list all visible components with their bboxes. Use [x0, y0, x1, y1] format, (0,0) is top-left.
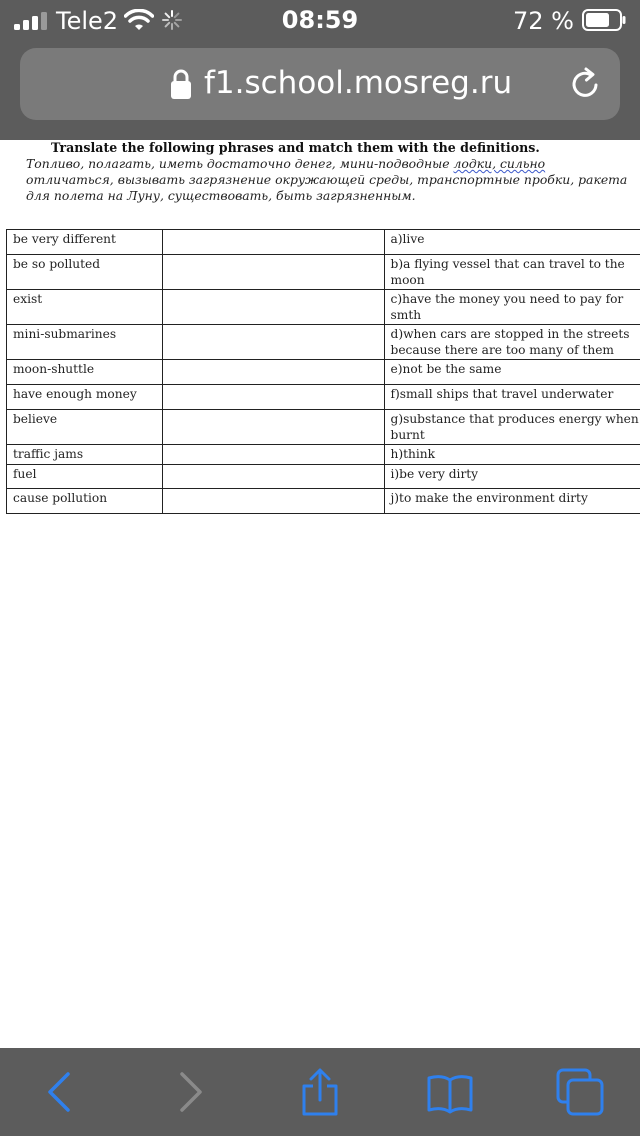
tabs-button[interactable]	[556, 1068, 604, 1116]
bookmarks-button[interactable]	[426, 1068, 474, 1116]
table-row	[7, 385, 640, 410]
translation-cell	[163, 230, 384, 255]
back-button[interactable]	[36, 1068, 84, 1116]
phrase-cell: exist	[7, 290, 163, 325]
clock: 08:59	[281, 6, 359, 34]
definition-cell: c)have the money you need to pay for smth	[384, 290, 640, 325]
definition-cell: d)when cars are stopped in the streets because there are too many of them	[384, 325, 640, 360]
phrase-cell: be very different	[7, 230, 163, 255]
table-row	[7, 410, 640, 445]
share-icon[interactable]	[296, 1068, 344, 1116]
url-text[interactable]: f1.school.mosreg.ru	[204, 65, 513, 101]
instruction-line: отличаться, вызывать загрязнение окружающей среды, транспортные пробки, ракета	[26, 172, 628, 187]
address-bar[interactable]	[20, 48, 620, 120]
translation-cell	[163, 360, 384, 385]
lock-icon	[170, 68, 192, 100]
forward-icon[interactable]	[166, 1068, 214, 1116]
table-row	[7, 255, 640, 290]
translation-cell	[163, 445, 384, 465]
battery-percentage: 72 %	[513, 7, 574, 35]
forward-button[interactable]	[166, 1068, 214, 1116]
translation-cell	[163, 290, 384, 325]
spellcheck-marked-text: лодки, сильно	[453, 156, 546, 171]
carrier-name: Tele2	[56, 7, 119, 35]
translation-cell	[163, 325, 384, 360]
definition-cell: f)small ships that travel underwater	[384, 385, 640, 410]
phrase-cell: cause pollution	[7, 489, 163, 514]
phrase-cell: traffic jams	[7, 445, 163, 465]
phrase-cell: moon-shuttle	[7, 360, 163, 385]
definition-cell: b)a flying vessel that can travel to the moon	[384, 255, 640, 290]
matching-table	[6, 229, 640, 514]
translation-cell	[163, 465, 384, 489]
reload-icon[interactable]	[568, 66, 604, 102]
definition-cell: g)substance that produces energy when burnt	[384, 410, 640, 445]
share-button[interactable]	[296, 1068, 344, 1116]
definition-cell: h)think	[384, 445, 640, 465]
table-row	[7, 325, 640, 360]
phrase-cell: fuel	[7, 465, 163, 489]
translation-cell	[163, 410, 384, 445]
definition-cell: i)be very dirty	[384, 465, 640, 489]
table-row	[7, 489, 640, 514]
table-row	[7, 290, 640, 325]
russian-word-list	[26, 156, 627, 204]
table-row	[7, 360, 640, 385]
browser-toolbar	[0, 1048, 640, 1136]
phrase-cell: believe	[7, 410, 163, 445]
browser-top-chrome	[0, 0, 640, 140]
bookmarks-icon[interactable]	[426, 1068, 474, 1116]
back-icon[interactable]	[36, 1068, 84, 1116]
table-row	[7, 465, 640, 489]
phrase-cell: mini-submarines	[7, 325, 163, 360]
table-row	[7, 445, 640, 465]
translation-cell	[163, 489, 384, 514]
phrase-cell: be so polluted	[7, 255, 163, 290]
status-bar	[0, 0, 640, 40]
definition-cell: e)not be the same	[384, 360, 640, 385]
instruction-line: Топливо, полагать, иметь достаточно денег, мини-подводные лодки, сильно	[26, 156, 546, 171]
battery-icon	[582, 9, 626, 31]
document-page	[0, 140, 640, 1048]
task-heading: Translate the following phrases and match them with the definitions.	[51, 140, 540, 155]
translation-cell	[163, 255, 384, 290]
definition-cell: a)live	[384, 230, 640, 255]
definition-cell: j)to make the environment dirty	[384, 489, 640, 514]
table-row	[7, 230, 640, 255]
phrase-cell: have enough money	[7, 385, 163, 410]
translation-cell	[163, 385, 384, 410]
tabs-icon[interactable]	[556, 1068, 604, 1116]
instruction-line: для полета на Луну, существовать, быть загрязненным.	[26, 188, 416, 203]
